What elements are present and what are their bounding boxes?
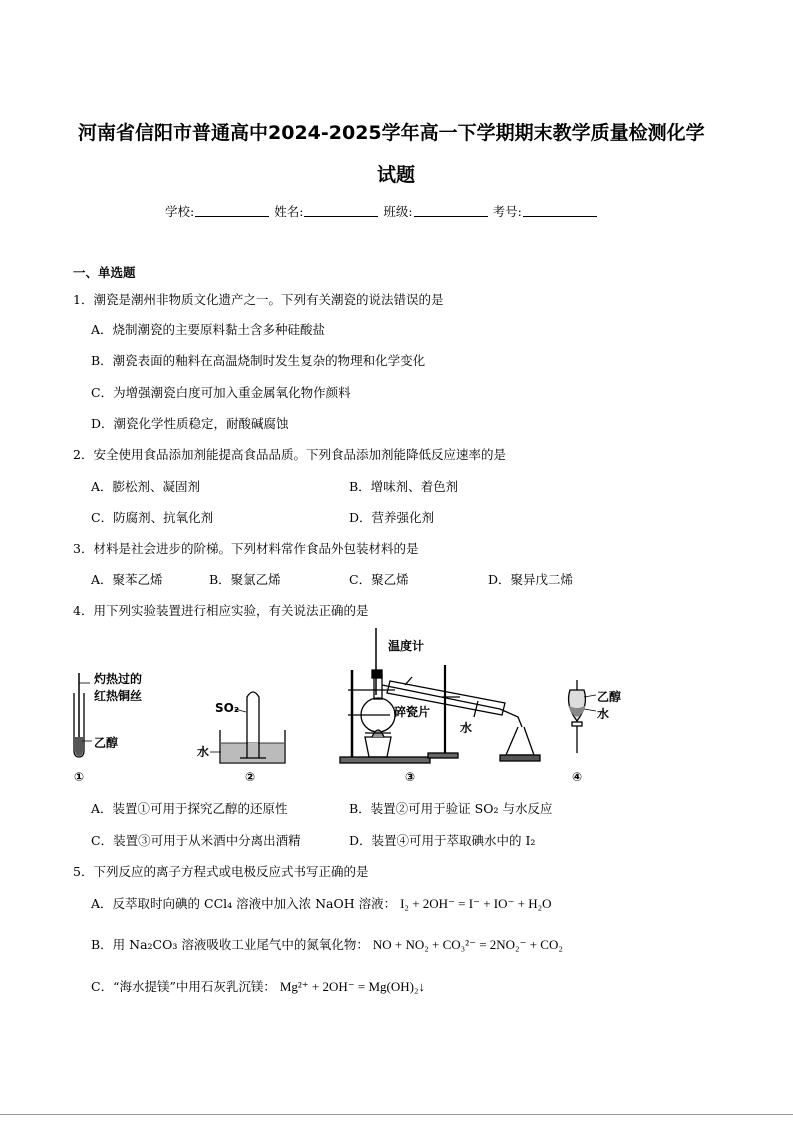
q3-option-a: A．聚苯乙烯 (91, 572, 163, 587)
label-chips: 碎瓷片 (394, 705, 431, 719)
apparatus-4-separatory-funnel (568, 680, 596, 753)
q5-option-b (91, 935, 563, 953)
q3-stem: 3．材料是社会进步的阶梯。下列材料常作食品外包装材料的是 (73, 541, 419, 556)
q3-option-c: C．聚乙烯 (349, 572, 409, 587)
q1-stem: 1．潮瓷是潮州非物质文化遗产之一。下列有关潮瓷的说法错误的是 (73, 292, 444, 307)
q1-option-b: B．潮瓷表面的釉料在高温烧制时发生复杂的物理和化学变化 (91, 353, 426, 368)
q5-stem: 5．下列反应的离子方程式或电极反应式书写正确的是 (73, 864, 369, 879)
q3-option-b: B．聚氯乙烯 (209, 572, 281, 587)
label-ethanol-1: 乙醇 (94, 736, 119, 750)
q4-option-d: D．装置④可用于萃取碘水中的 I₂ (349, 833, 536, 848)
label-hot-1: 灼热过的 (94, 672, 143, 686)
id-blank[interactable] (523, 205, 597, 217)
figure-number-2: ② (245, 770, 256, 784)
id-label: 考号: (492, 204, 522, 219)
q3-option-d: D．聚异戊二烯 (488, 572, 574, 587)
figure-number-4: ④ (572, 770, 583, 784)
q5-option-b-text: B．用 Na₂CO₃ 溶液吸收工业尾气中的氮氧化物： (91, 937, 369, 952)
school-label: 学校: (165, 204, 195, 219)
label-ethanol-4: 乙醇 (597, 690, 622, 704)
class-label: 班级: (383, 204, 413, 219)
page-title-line1: 河南省信阳市普通高中2024-2025学年高一下学期期末教学质量检测化学 (78, 122, 705, 144)
q5-formula-c: Mg²⁺ + 2OH⁻ = Mg(OH)₂↓ (279, 979, 425, 994)
q1-option-c: C．为增强潮瓷白度可加入重金属氧化物作颜料 (91, 385, 351, 400)
q1-option-a: A．烧制潮瓷的主要原料黏土含多种硅酸盐 (91, 322, 326, 337)
q2-option-b: B．增味剂、着色剂 (349, 479, 459, 494)
apparatus-1-test-tube (74, 673, 92, 757)
q5-option-a (91, 894, 552, 912)
q5-option-a-text: A．反萃取时向碘的 CCl₄ 溶液中加入浓 NaOH 溶液： (91, 896, 397, 911)
q5-option-c (91, 977, 425, 995)
page-title-line2: 试题 (377, 164, 416, 186)
page-bottom-rule (0, 1114, 793, 1115)
q2-option-d: D．营养强化剂 (349, 510, 435, 525)
q4-option-a: A．装置①可用于探究乙醇的还原性 (91, 801, 288, 816)
label-water-2: 水 (197, 745, 210, 759)
q5-option-c-text: C．“海水提镁”中用石灰乳沉镁： (91, 979, 276, 994)
q5-formula-a: I₂ + 2OH⁻ = I⁻ + IO⁻ + H₂O (400, 896, 552, 911)
apparatus-svg (60, 625, 650, 790)
label-water-3: 水 (460, 721, 473, 735)
apparatus-3-distillation (340, 628, 540, 763)
figure-number-1: ① (74, 770, 85, 784)
class-blank[interactable] (414, 205, 488, 217)
q4-option-b: B．装置②可用于验证 SO₂ 与水反应 (349, 801, 553, 816)
q2-option-c: C．防腐剂、抗氧化剂 (91, 510, 214, 525)
section-heading: 一、单选题 (73, 265, 136, 280)
label-thermometer: 温度计 (388, 639, 425, 653)
q4-apparatus-figure (60, 625, 650, 790)
school-blank[interactable] (195, 205, 269, 217)
label-hot-2: 红热铜丝 (94, 689, 143, 703)
name-label: 姓名: (274, 204, 304, 219)
figure-number-3: ③ (405, 770, 416, 784)
info-fields (165, 202, 598, 220)
q2-stem: 2．安全使用食品添加剂能提高食品品质。下列食品添加剂能降低反应速率的是 (73, 447, 506, 462)
label-water-4: 水 (597, 707, 610, 721)
q1-option-d: D．潮瓷化学性质稳定，耐酸碱腐蚀 (91, 416, 289, 431)
q5-formula-b: NO + NO₂ + CO₃²⁻ = 2NO₂⁻ + CO₂ (372, 937, 563, 952)
name-blank[interactable] (304, 205, 378, 217)
q2-option-a: A．膨松剂、凝固剂 (91, 479, 201, 494)
q4-option-c: C．装置③可用于从米酒中分离出酒精 (91, 833, 301, 848)
q4-stem: 4．用下列实验装置进行相应实验，有关说法正确的是 (73, 603, 369, 618)
label-so2: SO₂ (215, 701, 240, 715)
